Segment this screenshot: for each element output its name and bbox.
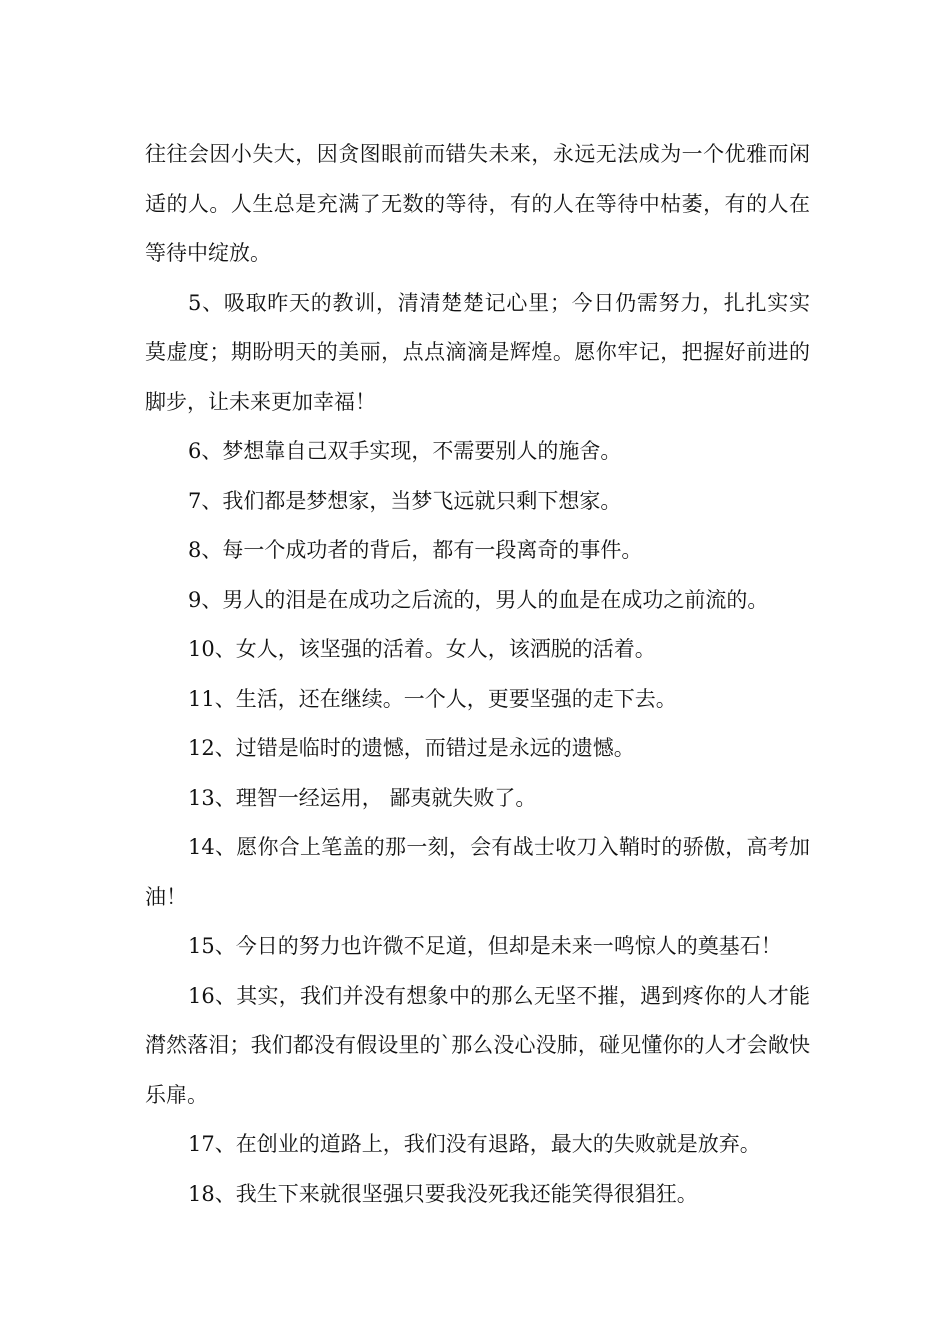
paragraph-item-11: 11、生活，还在继续。一个人，更要坚强的走下去。 xyxy=(188,686,677,711)
paragraph-item-10: 10、女人，该坚强的活着。女人，该洒脱的活着。 xyxy=(188,637,656,661)
paragraph-continued: 往往会因小失大，因贪图眼前而错失未来，永远无法成为一个优雅而闲适的人。人生总是充满了无数的等待，有的人在等待中枯萎，有的人在等待中绽放。 xyxy=(145,142,810,265)
paragraph-item-12: 12、过错是临时的遗憾，而错过是永远的遗憾。 xyxy=(188,736,635,760)
paragraph-item-18: 18、我生下来就很坚强只要我没死我还能笑得很猖狂。 xyxy=(188,1181,698,1206)
paragraph-item-17: 17、在创业的道路上，我们没有退路，最大的失败就是放弃。 xyxy=(188,1132,761,1156)
paragraph-item-5: 5、吸取昨天的教训，清清楚楚记心里；今日仍需努力，扎扎实实莫虚度；期盼明天的美丽，点点滴滴是辉煌。愿你牢记，把握好前进的脚步，让未来更加幸福！ xyxy=(145,290,810,414)
paragraph-item-7: 7、我们都是梦想家，当梦飞远就只剩下想家。 xyxy=(188,488,622,513)
document-body xyxy=(145,130,810,1219)
paragraph-item-15: 15、今日的努力也许微不足道，但却是未来一鸣惊人的奠基石！ xyxy=(188,934,782,958)
paragraph-item-14: 14、愿你合上笔盖的那一刻，会有战士收刀入鞘时的骄傲，高考加油！ xyxy=(145,835,810,909)
paragraph-item-8: 8、每一个成功者的背后，都有一段离奇的事件。 xyxy=(188,538,643,562)
paragraph-item-13: 13、理智一经运用， 鄙夷就失败了。 xyxy=(188,785,537,810)
paragraph-item-6: 6、梦想靠自己双手实现，不需要别人的施舍。 xyxy=(188,439,622,463)
paragraph-item-16: 16、其实，我们并没有想象中的那么无坚不摧，遇到疼你的人才能潸然落泪；我们都没有假设里的`那么没心没肺，碰见懂你的人才会敞快乐扉。 xyxy=(145,983,810,1107)
paragraph-item-9: 9、男人的泪是在成功之后流的，男人的血是在成功之前流的。 xyxy=(188,587,769,612)
